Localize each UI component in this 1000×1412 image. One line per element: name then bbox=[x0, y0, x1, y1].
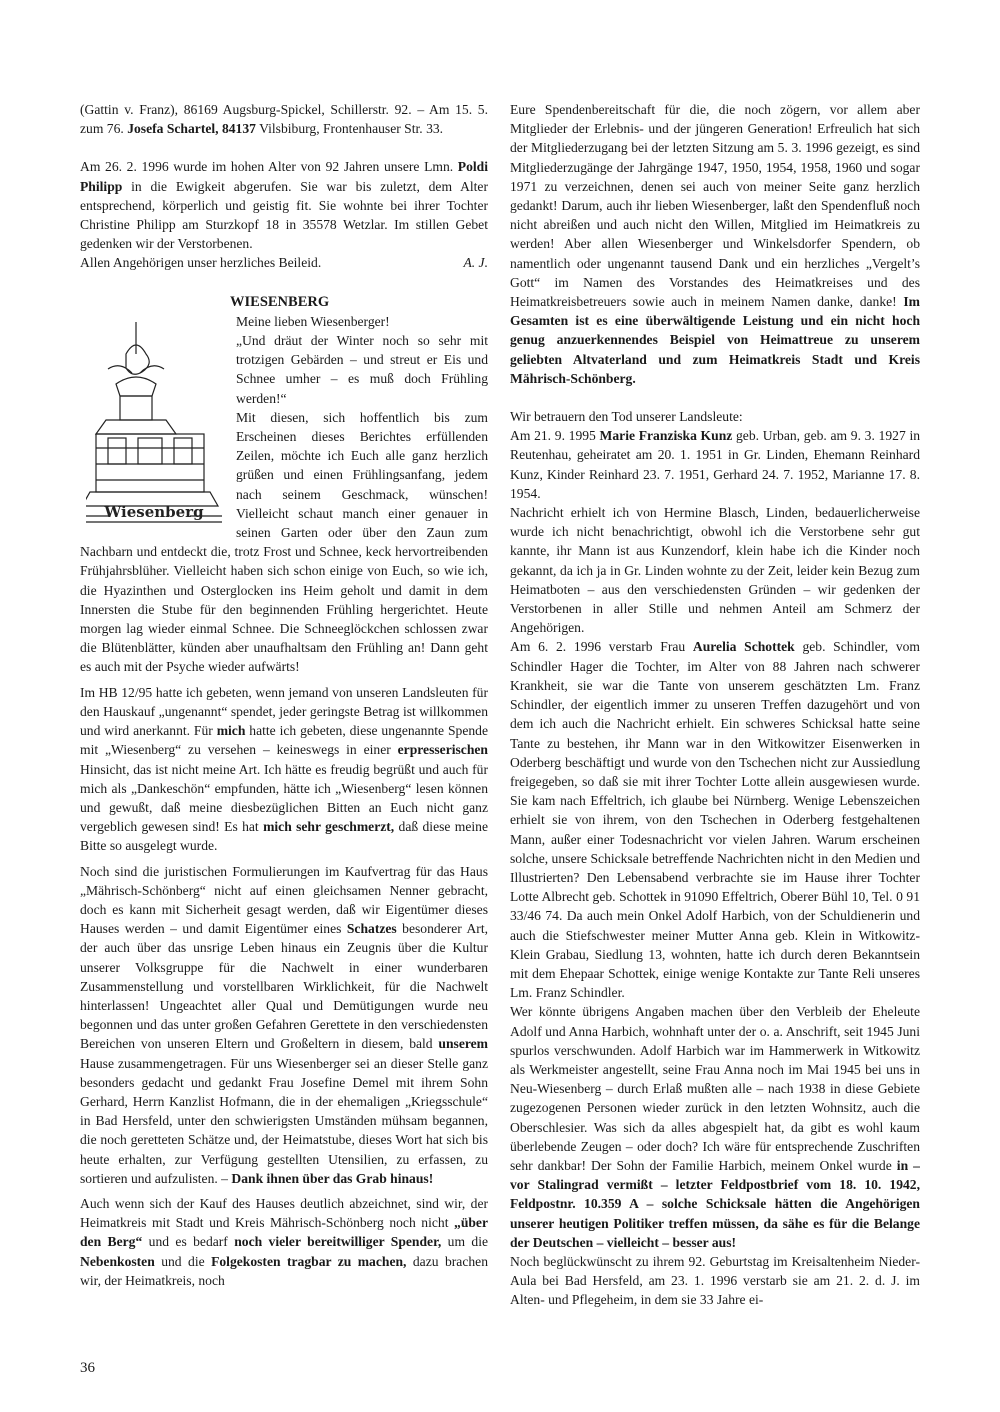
wiesenberg-emblem bbox=[86, 314, 224, 530]
left-column bbox=[80, 100, 488, 1290]
right-column bbox=[510, 100, 920, 1310]
donations-paragraph: Eure Spendenbereitschaft für die, die noch zögern, vor allem aber Mitglieder der Erlebnis- und der jüngeren Generation! Erfreulich hat sich der Mitgliederzugang bei der letzten Sitzung am 5. 3. 1996 gezeigt, es sind Mitgliederzugänge der Jahrgänge 1947, 1950, 1954, 1958, 1960 und sogar 1971 zu verzeichnen, denen sei auch von meiner Seite ganz herzlich gedankt! Darum, auch ihr lieben Wiesenberger, laßt den Spendenfluß noch nicht abreißen und auch nicht den Willen, Mitglied im Heimatkreis zu werden! Aber allen Wiesenberger und Winkelsdorfer Spendern, ob namentlich oder ungenannt tausend Dank und ein herzliches „Vergelt’s Gott“ im Namen des Vorstandes des Heimatkreises und des Heimatkreisbetreuers sowie auch in meinem Namen danke, danke! Im Gesamten ist es eine überwältigende Leistung und ein nicht hoch genug anzuerkennendes Beispiel von Heimattreue zu unserem geliebten Altvaterland und zum Heimatkreis Stadt und Kreis Mährisch-Schönberg. bbox=[510, 102, 920, 386]
section-heading: WIESENBERG bbox=[230, 293, 330, 310]
poem-quote: „Und dräut der Winter noch so sehr mit trotzigen Gebärden – und streut er Eis und Schnee umher – es muß doch Frühling werden!“ bbox=[236, 333, 488, 406]
greeting: Meine lieben Wiesenberger! bbox=[236, 313, 390, 329]
hb-paragraph: Im HB 12/95 hatte ich gebeten, wenn jemand von unseren Landsleuten für den Hauskauf „ungenannt“ spendet, jeder geringste Betrag ist willkommen und wird anerkannt. Für mich hatte ich gebeten, diese ungenannte Spende mit „Wiesenberg“ zu versehen – keineswegs in einer erpresserischen Hinsicht, das ist nicht meine Art. Ich hätte es freudig begrüßt und auch für mich als „Dankeschön“ empfunden, hätte ich „Wiesenberg“ lesen können und gewußt, daß meine diesbezüglichen Bitten an Euch nicht ganz vergeblich gewesen sind! Es hat mich sehr geschmerzt, daß diese meine Bitte so ausgelegt wurde. bbox=[80, 684, 489, 854]
harbich-paragraph: Wer könnte übrigens Angaben machen über den Verbleib der Eheleute Adolf und Anna Harbich, wohnhaft unter der o. a. Anschrift, seit 1945 Juni spurlos verschwunden. Adolf Harbich war im Hammerwerk in Witkowitz als Werkmeister angestellt, seine Frau Anna noch im Mai 1945 bei uns in Neu-Wiesenberg – durch Erlaß mußten alle – nach 1938 in diese Gebiete zugezogenen Personen wieder zurück in den letzten Wohnsitz, auch die Oberschlesier. Was sich da alles abgespielt hat, da gibt es wohl kaum überlebende Zeugen – oder doch? Ich wäre für entsprechende Zuschriften sehr dankbar! Der Sohn der Familie Harbich, meinem Onkel wurde in – vor Stalingrad vermißt – letzter Feldpostbrief vom 18. 10. 1942, Feldpostnr. 10.359 A – solche Schicksale hätten die Angehörigen unserer heutigen Politiker treffen müssen, da sähe es für die Belange der Deutschen – vielleicht – besser aus! bbox=[510, 1004, 920, 1250]
page-number: 36 bbox=[80, 1360, 95, 1376]
signature: A. J. bbox=[463, 255, 488, 271]
obituary-philipp: Am 26. 2. 1996 wurde im hohen Alter von 92 Jahren unsere Lmn. Poldi Philipp in die Ewigkeit abgerufen. Sie war bis zuletzt, dem Alter entsprechend, körperlich und geistig fit. Sie wohnte bei ihrer Tochter Christine Philipp am Sturzkopf 18 in 35578 Wetzlar. Im stillen Gebet gedenken wir der Verstorbenen. bbox=[80, 159, 488, 252]
contract-paragraph: Noch sind die juristischen Formulierungen im Kaufvertrag für das Haus „Mährisch-Schönberg“ nicht auf einen gleichsamen Nenner gebracht, doch es kann mit Sicherheit gesagt werden, daß wir Eigentümer dieses Hauses werden – und damit Eigentümer eines Schatzes besonderer Art, der auch über das unsrige Leben hinaus ein Zeugnis über die Kultur unserer Volksgruppe für die Nachwelt in einer wunderbaren Zusammenstellung und vorstellbaren Wirklichkeit, für die Nachwelt hinterlassen! Ungeachtet aller Qual und Demütigungen wurde neu begonnen und das unter großen Gefahren Gerettete in den verschiedensten Bereichen von unseren Eltern und Großeltern in diesem, bald unserem Hause zusammengetragen. Für uns Wiesenberger sei an dieser Stelle ganz besonders gedacht und gedankt Frau Josefine Demel mit ihrem Sohn Gerhard, Herrn Kanzlist Hofmann, die in der ehemaligen „Kriegsschule“ in Bad Hersfeld, unter den schwierigsten Umständen mühsam begannen, die noch geretteten Schätze und, der Heimatstube, dieses Wort hat sich bis heute erhalten, zur Verfügung gestellten Utensilien, zu erfassen, zu sortieren und aufzulisten. – Dank ihnen über das Grab hinaus! bbox=[80, 863, 489, 1186]
spring-paragraph: Mit diesen, sich hoffentlich bis zum Erscheinen dieses Berichtes erfüllenden Zeilen, möchte ich Euch alle ganz herzlich grüßen und einen Frühlingsanfang, jedem nach seinem Geschmack, wünschen! Vielleicht schaut manch einer genauer in seinen Garten oder über den Zaun zum Nachbarn und entdeckt die, trotz Frost und Schnee, keck hervortreibenden Frühjahrsblüher. Vielleicht haben sich schon einige von Euch, so wie ich, die Hyazinthen und Osterglocken ins Heim geholt und damit in dem Innersten die Stube für den beginnenden Frühling hergerichtet. Heute morgen lag wieder einmal Schnee. Die Schneeglöckchen schlossen zwar die Blütenblätter, künden aber unaufhaltsam den Frühling an! Dann geht es auch mit der Psyche wieder aufwärts! bbox=[80, 409, 488, 675]
obituary-schottek: Am 6. 2. 1996 verstarb Frau Aurelia Schottek geb. Schindler, vom Schindler Hager die Tochter, im Alter von 88 Jahren nach schwerer Krankheit, sie war die Tante von unserem geschätzten Lm. Franz Schindler, der eigentlich immer zu unseren Treffen dazugehört und von dem ich auch die Nachricht erhielt. Ein schweres Schicksal hatte seine Tante zu bestehen, ihr Mann war in den Witkowitzer Eisenwerken in Oderberg beschäftigt und wurde von den Tschechen nicht zur Aussiedlung freigegeben, so daß sie mit ihrer Tochter Lotte allein ausgewiesen wurde. Sie kam nach Effeltrich, ich glaube bei Nürnberg. Wenige Lebenszeichen erhielt sie von ihrem, von den Tschechen in Oderberg festgehaltenen Mann, außer einer Todesnachricht vor vielen Jahren. Warum erscheinen solche, unsere Schicksale betreffende Nachrichten nicht in den Medien und Illustrierten? Den Lebensabend verbrachte sie im Hause ihrer Tochter Lotte Albrecht geb. Schottek in 91090 Effeltrich, Oberer Bühl 10, Tel. 0 91 33/46 74. Da auch mein Onkel Adolf Harbich, von der Schuldienerin und auch die Stiefschwester meiner Mutter Anna geb. Klein in Witkowitz-Klein Grabau, Siedlung 13, wohnten, hatte ich durch deren Bekanntsein mit dem Ehepaar Schottek, einige wenige Kontakte zur Tante Reli unseres Lm. Franz Schindler. bbox=[510, 639, 921, 1001]
address-paragraph: (Gattin v. Franz), 86169 Augsburg-Spickel, Schillerstr. 92. – Am 15. 5. zum 76. Josefa Schartel, 84137 Vilsbiburg, Frontenhauser Str. 33. bbox=[80, 102, 488, 137]
purchase-paragraph: Auch wenn sich der Kauf des Hauses deutlich abzeichnet, sind wir, der Heimatkreis mit Stadt und Kreis Mährisch-Schönberg noch nicht „über den Berg“ und es bedarf noch vieler bereitwilliger Spender, um die Nebenkosten und die Folgekosten tragbar zu machen, dazu brachen wir, der Heimatkreis, noch bbox=[80, 1195, 488, 1288]
emblem-label: Wiesenberg bbox=[104, 502, 204, 521]
blasch-paragraph: Nachricht erhielt ich von Hermine Blasch, Linden, bedauerlicherweise wurde ich nicht benachrichtigt, obwohl ich die Verstorbene sehr gut kannte, ihr Mann ist aus Kunzendorf, klein habe ich die Kinder noch gekannt, da ich ja in Gr. Linden wohnte zu der Zeit, leider kein Bezug zum Heimatboten – aus den verschiedensten Gründen – wir gedenken der Verstorbenen in aller Stille und nehmen Anteil am Schmerz der Angehörigen. bbox=[510, 505, 920, 636]
obituary-kunz: Am 21. 9. 1995 Marie Franziska Kunz geb. Urban, geb. am 9. 3. 1927 in Reutenhau, geheiratet am 20. 1. 1951 in Gr. Linden, Ehemann Reinhard Kunz, Kinder Reinhard 23. 7. 1951, Gerhard 24. 7. 1952, Marianne 17. 8. 1954. bbox=[510, 428, 921, 501]
birthday-paragraph: Noch beglückwünscht zu ihrem 92. Geburtstag im Kreisaltenheim Nieder-Aula bei Bad Hersfeld, am 23. 1. 1996 verstarb sie am 21. 2. d. J. im Alten- und Pflegeheim, in dem sie 33 Jahre ei- bbox=[510, 1253, 920, 1308]
condolence-line: Allen Angehörigen unser herzliches Beileid. A. J. bbox=[80, 253, 488, 272]
mourning-intro: Wir betrauern den Tod unserer Landsleute: bbox=[510, 409, 743, 425]
